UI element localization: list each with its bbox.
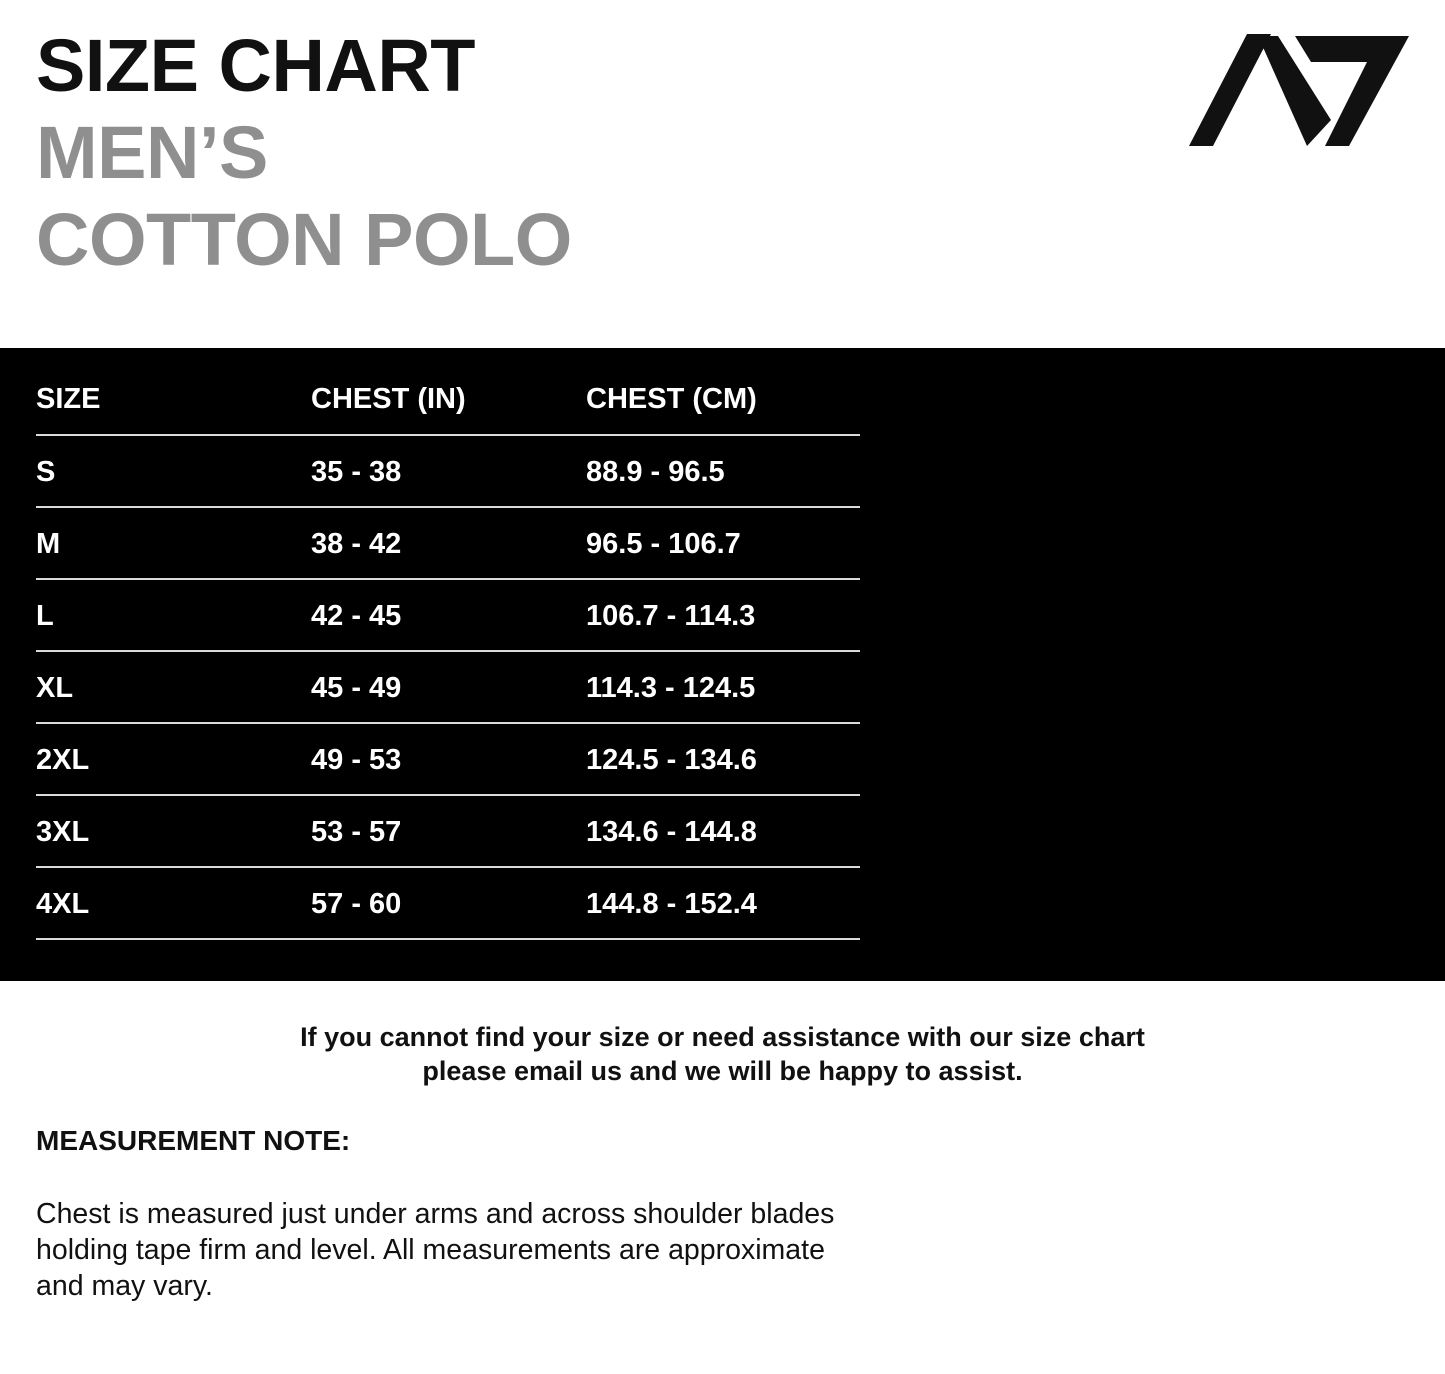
measurement-note-line-2: holding tape firm and level. All measurements are approximate (36, 1234, 825, 1266)
assistance-line-2: please email us and we will be happy to assist. (422, 1056, 1023, 1086)
size-cell: 2XL (36, 744, 90, 776)
assistance-text (0, 1020, 1445, 1088)
page-title: SIZE CHART (36, 24, 475, 107)
chest-cm-cell: 124.5 - 134.6 (586, 744, 757, 776)
chest-cm-cell: 134.6 - 144.8 (586, 816, 757, 848)
table-row (36, 724, 860, 796)
column-header-size: SIZE (36, 383, 101, 415)
measurement-note-line-1: Chest is measured just under arms and across shoulder blades (36, 1198, 835, 1230)
size-cell: 3XL (36, 816, 90, 848)
size-cell: S (36, 456, 56, 488)
table-row (36, 796, 860, 868)
chest-in-cell: 35 - 38 (311, 456, 402, 488)
chest-cm-cell: 88.9 - 96.5 (586, 456, 725, 488)
column-header-chest-cm: CHEST (CM) (586, 383, 757, 415)
chest-in-cell: 42 - 45 (311, 600, 402, 632)
page-subtitle-gender: MEN’S (36, 111, 268, 194)
table-row (36, 580, 860, 652)
title-block (36, 22, 572, 283)
size-cell: L (36, 600, 54, 632)
size-table (36, 348, 860, 940)
chest-in-cell: 49 - 53 (311, 744, 402, 776)
table-row (36, 652, 860, 724)
size-table-band (0, 348, 1445, 981)
table-row (36, 868, 860, 940)
measurement-note-heading: MEASUREMENT NOTE: (36, 1125, 351, 1156)
chest-cm-cell: 96.5 - 106.7 (586, 528, 741, 560)
chest-in-cell: 57 - 60 (311, 888, 402, 920)
chest-cm-cell: 114.3 - 124.5 (586, 672, 756, 704)
size-cell: XL (36, 672, 74, 704)
page-subtitle-product: COTTON POLO (36, 198, 572, 281)
chest-cm-cell: 106.7 - 114.3 (586, 600, 756, 632)
column-header-chest-in: CHEST (IN) (311, 383, 466, 415)
chest-in-cell: 53 - 57 (311, 816, 402, 848)
size-cell: M (36, 528, 61, 560)
assistance-line-1: If you cannot find your size or need assistance with our size chart (300, 1022, 1145, 1052)
size-cell: 4XL (36, 888, 90, 920)
chest-in-cell: 45 - 49 (311, 672, 402, 704)
table-row (36, 508, 860, 580)
a7-logo-icon (1189, 34, 1409, 146)
chest-in-cell: 38 - 42 (311, 528, 402, 560)
chest-cm-cell: 144.8 - 152.4 (586, 888, 757, 920)
table-row (36, 436, 860, 508)
table-header-row (36, 348, 860, 436)
measurement-note-body (36, 1196, 834, 1304)
measurement-note-line-3: and may vary. (36, 1270, 213, 1302)
